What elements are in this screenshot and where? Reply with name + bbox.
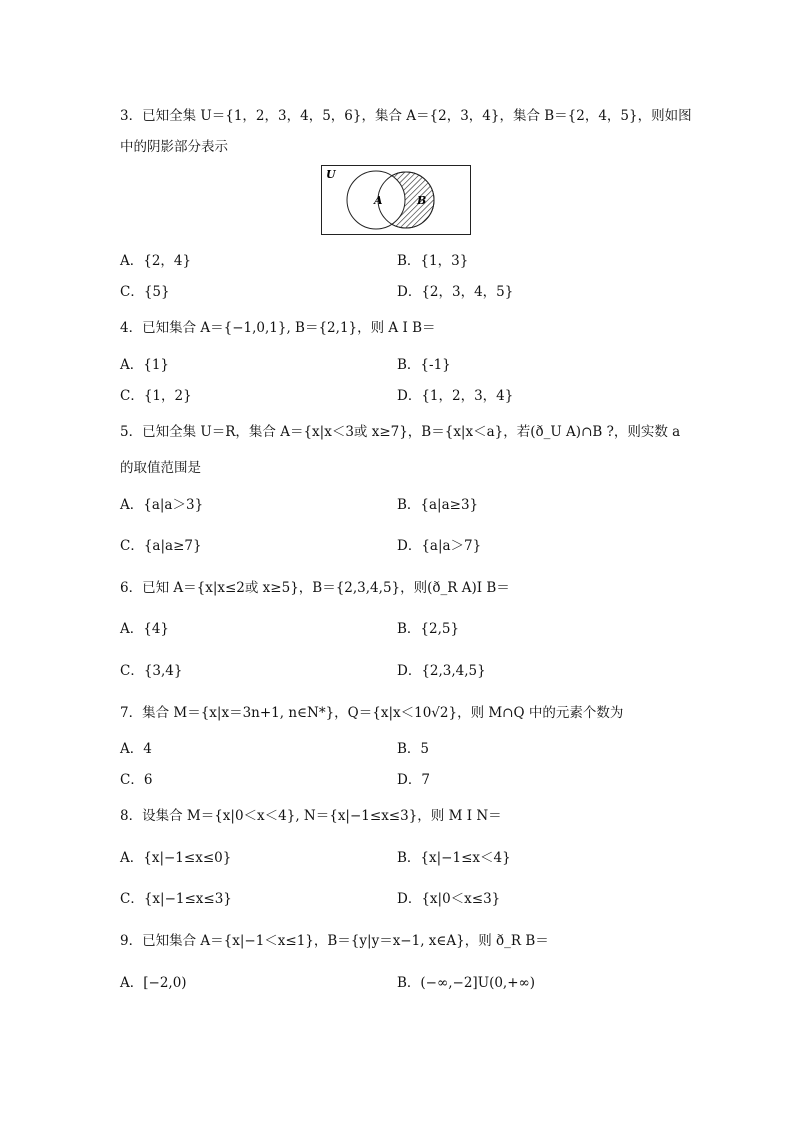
- question-9-stem: 9．已知集合 A＝{x|−1＜x≤1}，B＝{y|y＝x−1, x∈A}，则 ð_R B＝: [120, 933, 549, 949]
- question-7-option-d: D．7: [397, 772, 430, 788]
- question-6-option-d: D．{2,3,4,5}: [397, 663, 486, 679]
- question-4-option-d: D．{1，2，3，4}: [397, 388, 514, 404]
- set-a-label: A: [374, 194, 383, 207]
- question-7-option-a: A．4: [120, 741, 152, 757]
- question-5-option-c: C．{a|a≥7}: [120, 538, 202, 554]
- question-3-stem-cont: 中的阴影部分表示: [120, 139, 228, 155]
- question-6-option-a: A．{4}: [120, 621, 170, 637]
- question-5-stem: 5．已知全集 U＝R，集合 A＝{x|x＜3或 x≥7}，B＝{x|x＜a}，若(ð_U A)∩B ?，则实数 a: [120, 424, 681, 440]
- question-8-option-a: A．{x|−1≤x≤0}: [120, 850, 232, 866]
- universe-label: U: [326, 168, 336, 181]
- question-7-option-b: B．5: [397, 741, 430, 757]
- question-3-option-a: A．{2，4}: [120, 253, 192, 269]
- question-8-stem: 8．设集合 M＝{x|0＜x＜4}, N＝{x|−1≤x≤3}，则 M I N＝: [120, 808, 502, 824]
- question-8-option-c: C．{x|−1≤x≤3}: [120, 891, 232, 907]
- question-9-option-b: B．(−∞,−2]U(0,+∞): [397, 975, 536, 991]
- question-6-option-c: C．{3,4}: [120, 663, 183, 679]
- venn-diagram: [321, 165, 471, 235]
- question-8-option-d: D．{x|0＜x≤3}: [397, 891, 501, 907]
- question-3-option-c: C．{5}: [120, 284, 170, 300]
- question-3-option-d: D．{2，3，4，5}: [397, 284, 514, 300]
- question-5-stem-cont: 的取值范围是: [120, 460, 201, 476]
- question-9-option-a: A．[−2,0): [120, 975, 187, 991]
- question-4-option-a: A．{1}: [120, 357, 170, 373]
- question-3-stem: 3．已知全集 U＝{1，2，3，4，5，6}，集合 A＝{2，3，4}，集合 B＝{2，4，5}，则如图: [120, 108, 692, 124]
- question-6-option-b: B．{2,5}: [397, 621, 460, 637]
- question-7-stem: 7．集合 M＝{x|x＝3n+1, n∈N*}，Q＝{x|x＜10√2}，则 M∩Q 中的元素个数为: [120, 705, 624, 721]
- question-5-option-d: D．{a|a＞7}: [397, 538, 482, 554]
- question-4-option-c: C．{1，2}: [120, 388, 192, 404]
- question-7-option-c: C．6: [120, 772, 153, 788]
- question-3-option-b: B．{1，3}: [397, 253, 469, 269]
- question-5-option-b: B．{a|a≥3}: [397, 497, 479, 513]
- question-4-option-b: B．{-1}: [397, 357, 451, 373]
- question-5-option-a: A．{a|a＞3}: [120, 497, 204, 513]
- question-4-stem: 4．已知集合 A＝{−1,0,1}, B＝{2,1}，则 A I B＝: [120, 320, 436, 336]
- question-6-stem: 6．已知 A＝{x|x≤2或 x≥5}，B＝{2,3,4,5}，则(ð_R A)I B＝: [120, 580, 510, 596]
- question-8-option-b: B．{x|−1≤x＜4}: [397, 850, 511, 866]
- set-b-label: B: [417, 194, 427, 207]
